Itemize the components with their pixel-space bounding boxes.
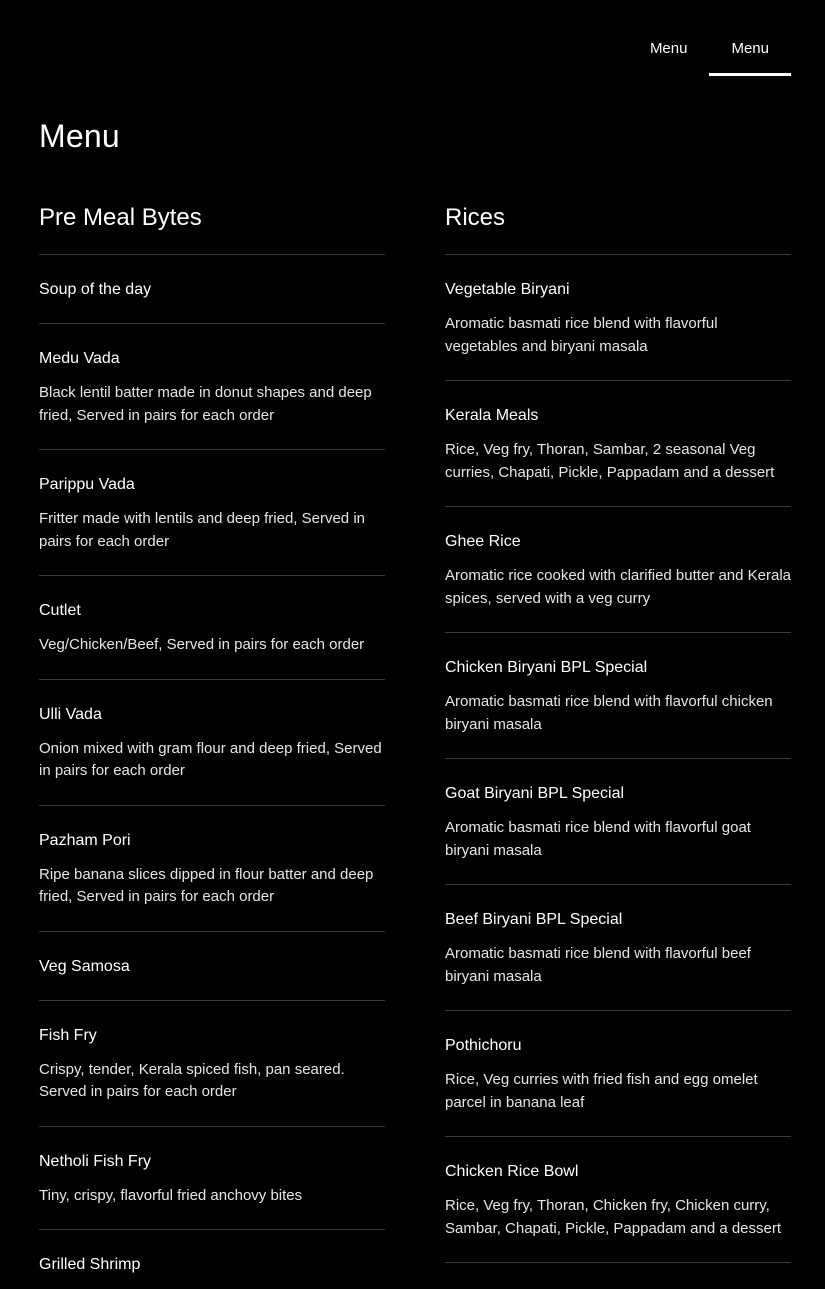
nav-item-menu-2[interactable]: Menu: [709, 30, 791, 76]
section-rices: [445, 198, 791, 1263]
menu-item-name: Grilled Shrimp: [39, 1256, 141, 1273]
menu-item-description: Aromatic basmati rice blend with flavorful beef biryani masala: [445, 945, 751, 985]
menu-item: [39, 255, 385, 324]
menu-item-name: Soup of the day: [39, 281, 152, 298]
menu-item: [39, 1127, 385, 1231]
menu-item: [39, 576, 385, 680]
menu-item-description: Aromatic basmati rice blend with flavorful goat biryani masala: [445, 819, 751, 859]
menu-item: [445, 255, 791, 381]
menu-item-name: Chicken Rice Bowl: [445, 1163, 579, 1180]
menu-item-name: Pazham Pori: [39, 831, 131, 849]
menu-item: [39, 1230, 385, 1289]
menu-item-name: Vegetable Biryani: [445, 281, 570, 298]
menu-item: [445, 885, 791, 1011]
menu-item: [39, 932, 385, 1001]
menu-item-name: Beef Biryani BPL Special: [445, 911, 623, 928]
top-nav: [628, 30, 791, 76]
menu-item: [39, 324, 385, 450]
menu-item-name: Ulli Vada: [39, 705, 102, 723]
menu-item-description: Aromatic basmati rice blend with flavorful chicken biryani masala: [445, 693, 773, 733]
section-title: Pre Meal Bytes: [39, 198, 385, 255]
page-title: Menu: [39, 118, 120, 154]
menu-item-description: Rice, Veg curries with fried fish and egg omelet parcel in banana leaf: [445, 1071, 758, 1111]
menu-item-name: Cutlet: [39, 602, 81, 619]
menu-item: [39, 1001, 385, 1127]
menu-item: [445, 507, 791, 633]
menu-item-name: Medu Vada: [39, 350, 120, 367]
menu-item-description: Rice, Veg fry, Thoran, Sambar, 2 seasonal Veg curries, Chapati, Pickle, Pappadam and a dessert: [445, 441, 775, 481]
menu-item: [445, 1137, 791, 1263]
menu-item-description: Black lentil batter made in donut shapes and deep fried, Served in pairs for each order: [39, 384, 372, 424]
section-title: Rices: [445, 198, 791, 255]
menu-item-description: Ripe banana slices dipped in flour batter and deep fried, Served in pairs for each order: [39, 865, 374, 905]
menu-item-name: Fish Fry: [39, 1026, 97, 1044]
menu-item-name: Pothichoru: [445, 1037, 522, 1054]
menu-item-name: Chicken Biryani BPL Special: [445, 659, 648, 676]
menu-item-description: Aromatic basmati rice blend with flavorful vegetables and biryani masala: [445, 315, 718, 355]
nav-item-menu-1[interactable]: Menu: [649, 40, 688, 57]
menu-item-description: Tiny, crispy, flavorful fried anchovy bites: [39, 1186, 303, 1204]
menu-item-name: Ghee Rice: [445, 533, 521, 550]
menu-item: [39, 806, 385, 932]
menu-item-description: Crispy, tender, Kerala spiced fish, pan seared. Served in pairs for each order: [39, 1060, 345, 1100]
menu-item-name: Goat Biryani BPL Special: [445, 785, 625, 802]
menu-item-description: Aromatic rice cooked with clarified butter and Kerala spices, served with a veg curry: [445, 567, 791, 607]
menu-item: [445, 381, 791, 507]
menu-item: [39, 680, 385, 806]
menu-item-name: Kerala Meals: [445, 407, 539, 424]
menu-item-description: Veg/Chicken/Beef, Served in pairs for each order: [39, 636, 365, 653]
menu-item-description: Onion mixed with gram flour and deep fried, Served in pairs for each order: [39, 739, 382, 779]
menu-item: [445, 1011, 791, 1137]
menu-item: [39, 450, 385, 576]
menu-item: [445, 633, 791, 759]
menu-item: [445, 759, 791, 885]
menu-item-description: Rice, Veg fry, Thoran, Chicken fry, Chicken curry, Sambar, Chapati, Pickle, Pappadam and a dessert: [445, 1197, 782, 1237]
menu-item-description: Fritter made with lentils and deep fried, Served in pairs for each order: [39, 510, 365, 550]
section-pre-meal-bytes: [39, 198, 385, 1289]
menu-item-name: Veg Samosa: [39, 957, 130, 975]
menu-item-name: Parippu Vada: [39, 476, 135, 493]
menu-item-name: Netholi Fish Fry: [39, 1152, 152, 1170]
